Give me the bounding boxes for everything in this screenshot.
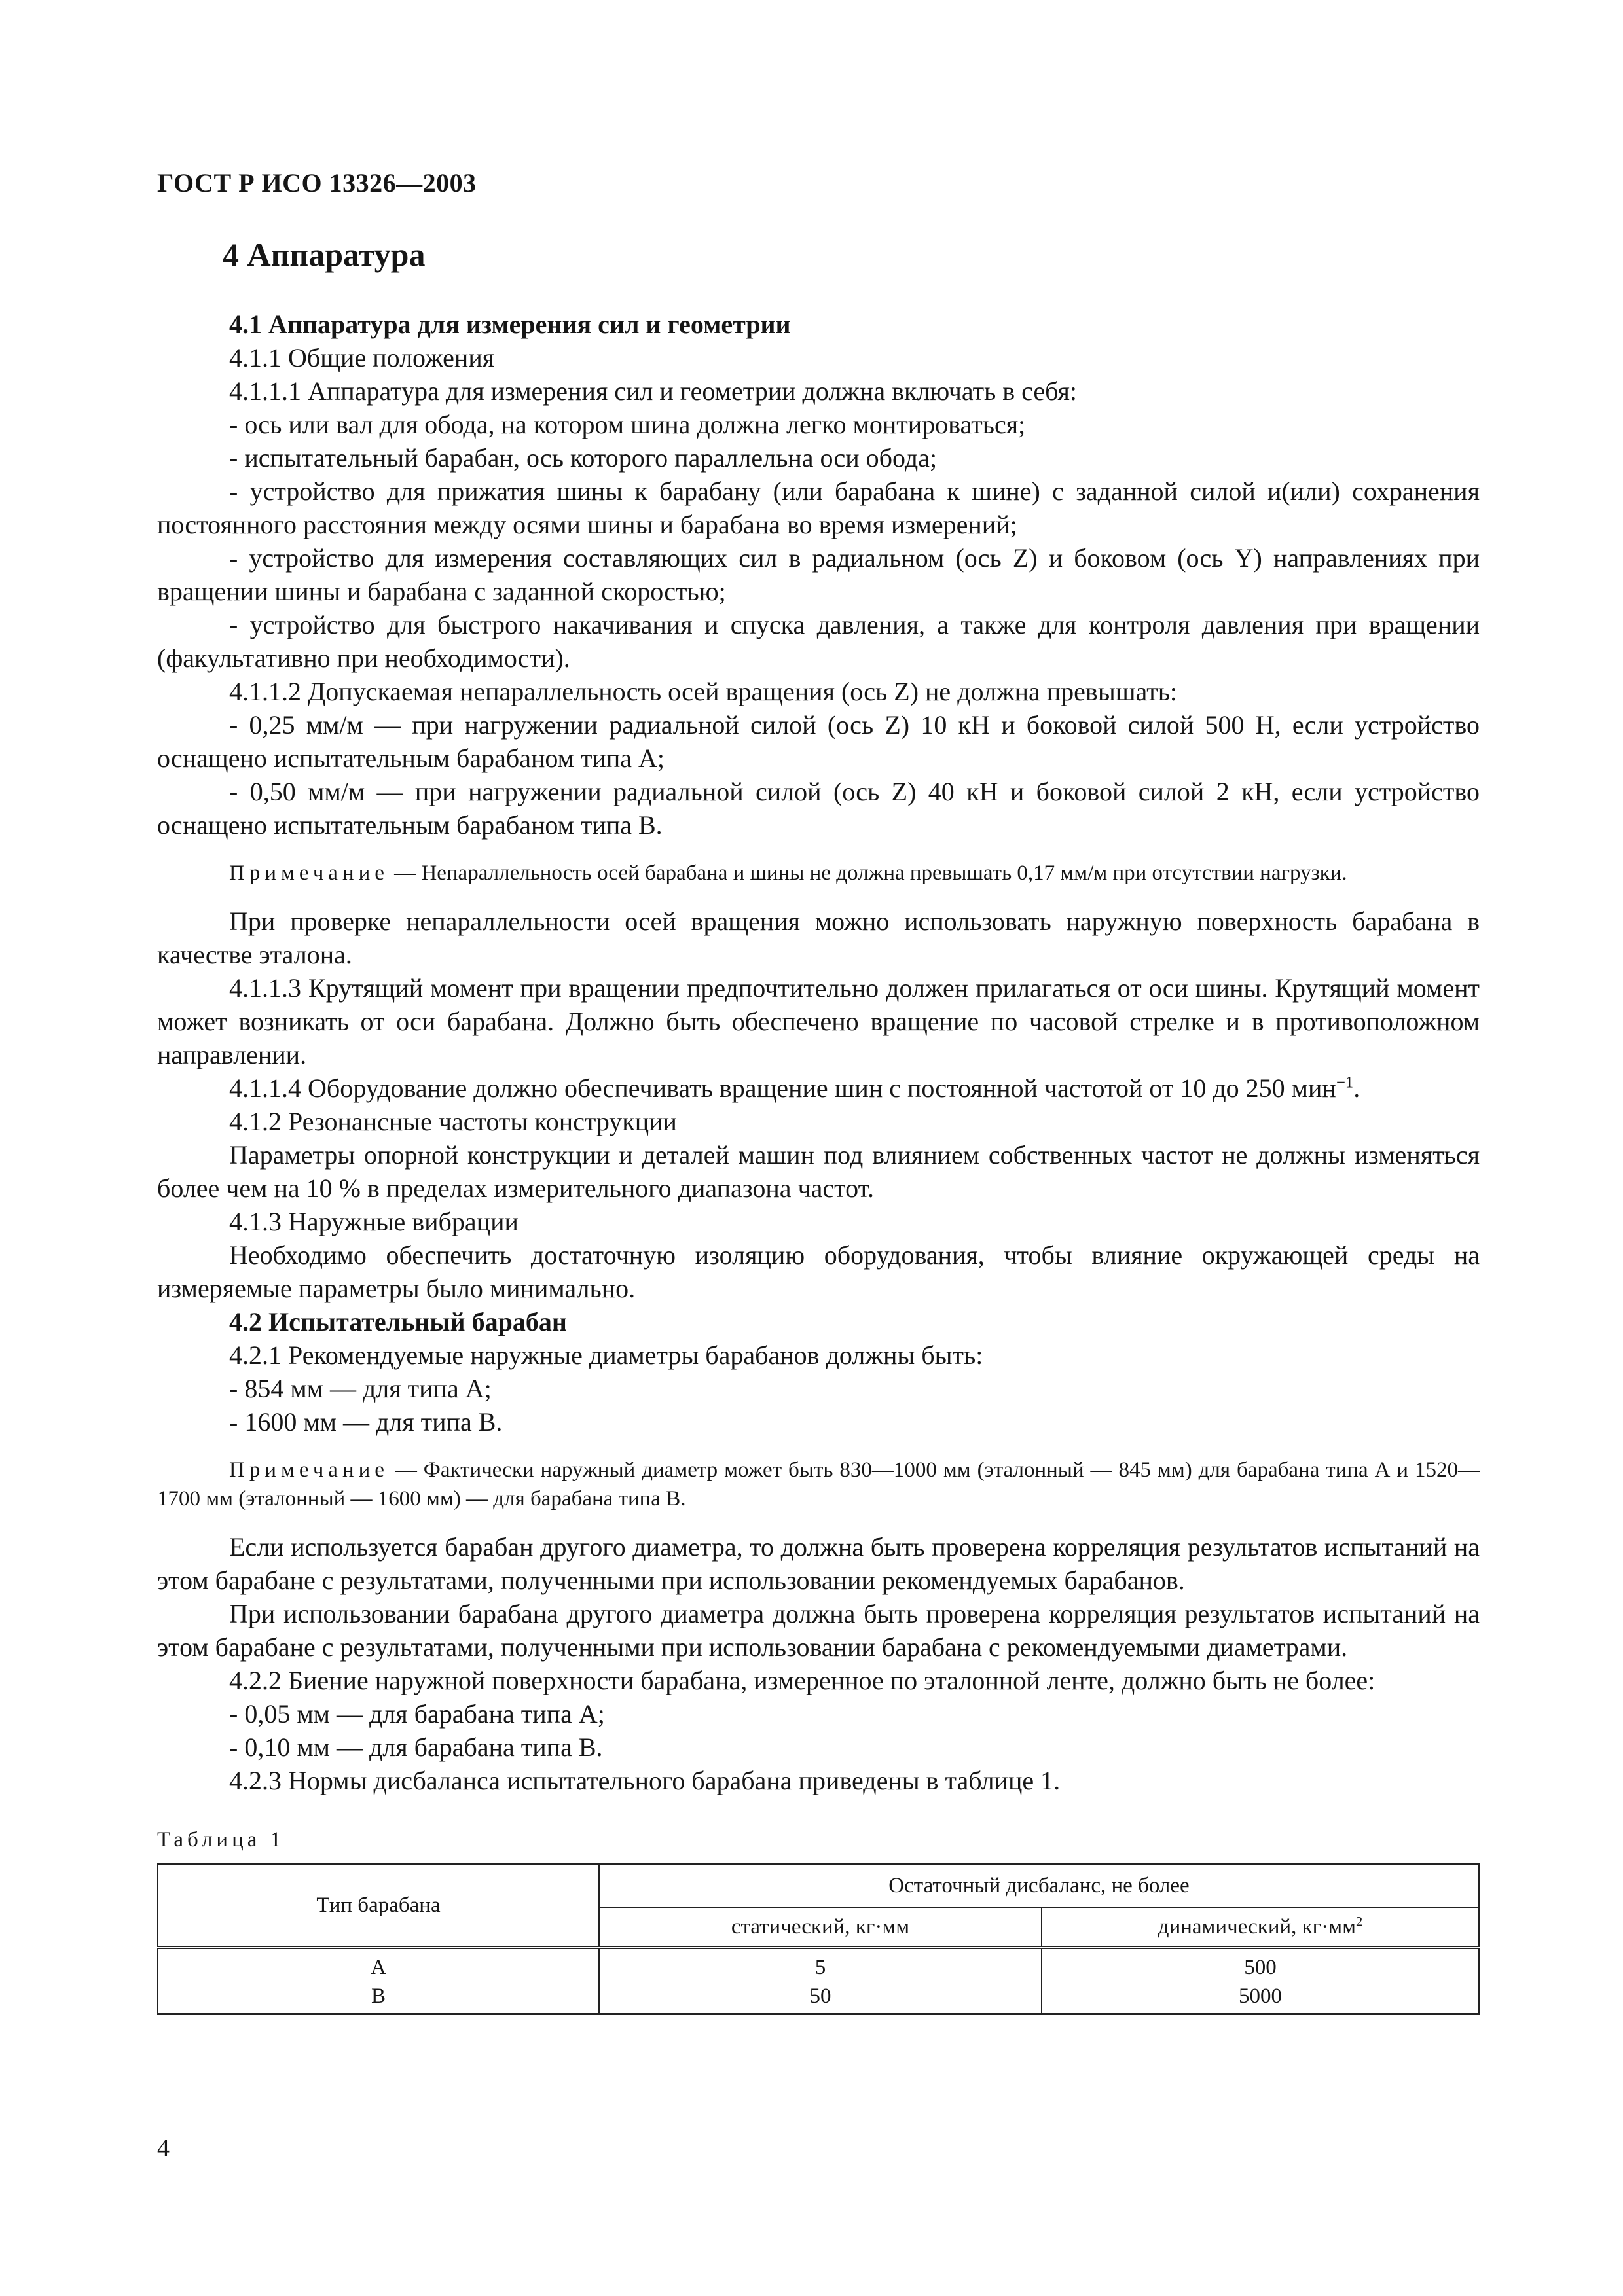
clause-4-2-2-intro: 4.2.2 Биение наружной поверхности барабана, измеренное по эталонной ленте, должно быть не более: (229, 1666, 1376, 1695)
subsection-4-1-2-text: Параметры опорной конструкции и деталей машин под влиянием собственных частот не должны изменяться более чем на 10 % в пределах измерительного диапазона частот. (157, 1140, 1480, 1203)
note-2 (157, 1456, 1480, 1513)
clause-4-1-1-1-intro: 4.1.1.1 Аппаратура для измерения сил и геометрии должна включать в себя: (229, 376, 1078, 406)
body-text (157, 308, 1480, 2015)
table-header-static: статический, кг·мм (599, 1907, 1042, 1948)
list-item: - испытательный барабан, ось которого параллельна оси обода; (229, 443, 938, 473)
document-header: ГОСТ Р ИСО 13326—2003 (157, 168, 477, 198)
table-header-dynamic-text: динамический, кг·мм (1158, 1914, 1356, 1939)
table-cell-type: А В (158, 1948, 599, 2015)
clause-4-1-1-2-intro: 4.1.1.2 Допускаемая непараллельность осей вращения (ось Z) не должна превышать: (229, 677, 1178, 706)
section-title: 4 Аппаратура (223, 236, 426, 273)
table-header-dynamic (1042, 1907, 1479, 1948)
imbalance-table (157, 1863, 1480, 2015)
subsection-4-1-2-heading: 4.1.2 Резонансные частоты конструкции (229, 1107, 677, 1136)
subsection-4-1-3-text: Необходимо обеспечить достаточную изоляцию оборудования, чтобы влияние окружающей среды на измеряемые параметры было минимально. (157, 1240, 1480, 1303)
table-cell-static: 5 50 (599, 1948, 1042, 2015)
paragraph-other-diameter-2: При использовании барабана другого диаметра должна быть проверена корреляция результатов испытаний на этом барабане с результатами, полученными при использовании барабана с рекомендуемыми диаметрами. (157, 1599, 1480, 1662)
list-item: - 0,50 мм/м — при нагружении радиальной силой (ось Z) 40 кН и боковой силой 2 кН, если устройство оснащено испытательным барабаном типа В. (157, 777, 1480, 840)
subsection-4-1-heading: 4.1 Аппаратура для измерения сил и геометрии (229, 310, 791, 339)
paragraph-other-diameter-1: Если используется барабан другого диаметра, то должна быть проверена корреляция результатов испытаний на этом барабане с результатами, полученными при использовании рекомендуемых барабанов. (157, 1532, 1480, 1595)
table-row (158, 1948, 1479, 2015)
subsection-4-1-3-heading: 4.1.3 Наружные вибрации (229, 1207, 519, 1236)
subsection-4-1-1-heading: 4.1.1 Общие положения (229, 343, 495, 372)
subsection-4-2-heading: 4.2 Испытательный барабан (229, 1307, 567, 1336)
note-label: Примечание (229, 861, 389, 885)
clause-4-1-1-3: 4.1.1.3 Крутящий момент при вращении предпочтительно должен прилагаться от оси шины. Крутящий момент может возникать от оси барабана. Должно быть обеспечено вращение по часовой стрелке и в противоположном направлении. (157, 973, 1480, 1069)
table-caption: Таблица 1 (157, 1828, 285, 1852)
note-text: — Фактически наружный диаметр может быть 830—1000 мм (эталонный — 845 мм) для барабана типа А и 1520—1700 мм (эталонный — 1600 мм) — для барабана типа В. (157, 1458, 1480, 1511)
list-item: - 1600 мм — для типа В. (229, 1407, 503, 1437)
page-number: 4 (157, 2134, 170, 2162)
list-item: - устройство для измерения составляющих сил в радиальном (ось Z) и боковом (ось Y) направлениях при вращении шины и барабана с заданной скоростью; (157, 543, 1480, 606)
clause-4-1-1-4: 4.1.1.4 Оборудование должно обеспечивать вращение шин с постоянной частотой от 10 до 250 мин$^{-1}$. (229, 1073, 1360, 1103)
list-item: - ось или вал для обода, на котором шина должна легко монтироваться; (229, 410, 1026, 439)
list-item: - 0,05 мм — для барабана типа А; (229, 1699, 605, 1729)
table-cell-dynamic: 500 5000 (1042, 1948, 1479, 2015)
note-1 (157, 859, 1480, 888)
clause-4-2-3: 4.2.3 Нормы дисбаланса испытательного барабана приведены в таблице 1. (229, 1766, 1061, 1795)
exponent: −1 (1336, 1073, 1354, 1092)
list-item: - 854 мм — для типа А; (229, 1374, 492, 1403)
note-text: — Непараллельность осей барабана и шины не должна превышать 0,17 мм/м при отсутствии нагрузки. (388, 861, 1347, 885)
paragraph-check: При проверке непараллельности осей вращения можно использовать наружную поверхность барабана в качестве эталона. (157, 906, 1480, 969)
clause-4-1-1-4-text: 4.1.1.4 Оборудование должно обеспечивать вращение шин с постоянной частотой от 10 до 250 мин (229, 1073, 1336, 1103)
list-item: - устройство для быстрого накачивания и спуска давления, а также для контроля давления при вращении (факультативно при необходимости). (157, 610, 1480, 673)
exponent: 2 (1355, 1914, 1363, 1929)
table-header-drum-type: Тип барабана (158, 1864, 599, 1948)
table-header-group: Остаточный дисбаланс, не более (599, 1864, 1479, 1907)
clause-4-2-1-intro: 4.2.1 Рекомендуемые наружные диаметры барабанов должны быть: (229, 1340, 983, 1370)
list-item: - 0,10 мм — для барабана типа В. (229, 1732, 603, 1762)
note-label: Примечание (229, 1458, 389, 1482)
list-item: - 0,25 мм/м — при нагружении радиальной силой (ось Z) 10 кН и боковой силой 500 Н, если устройство оснащено испытательным барабаном типа А; (157, 710, 1480, 773)
list-item: - устройство для прижатия шины к барабану (или барабана к шине) с заданной силой и(или) сохранения постоянного расстояния между осями шины и барабана во время измерений; (157, 476, 1480, 539)
